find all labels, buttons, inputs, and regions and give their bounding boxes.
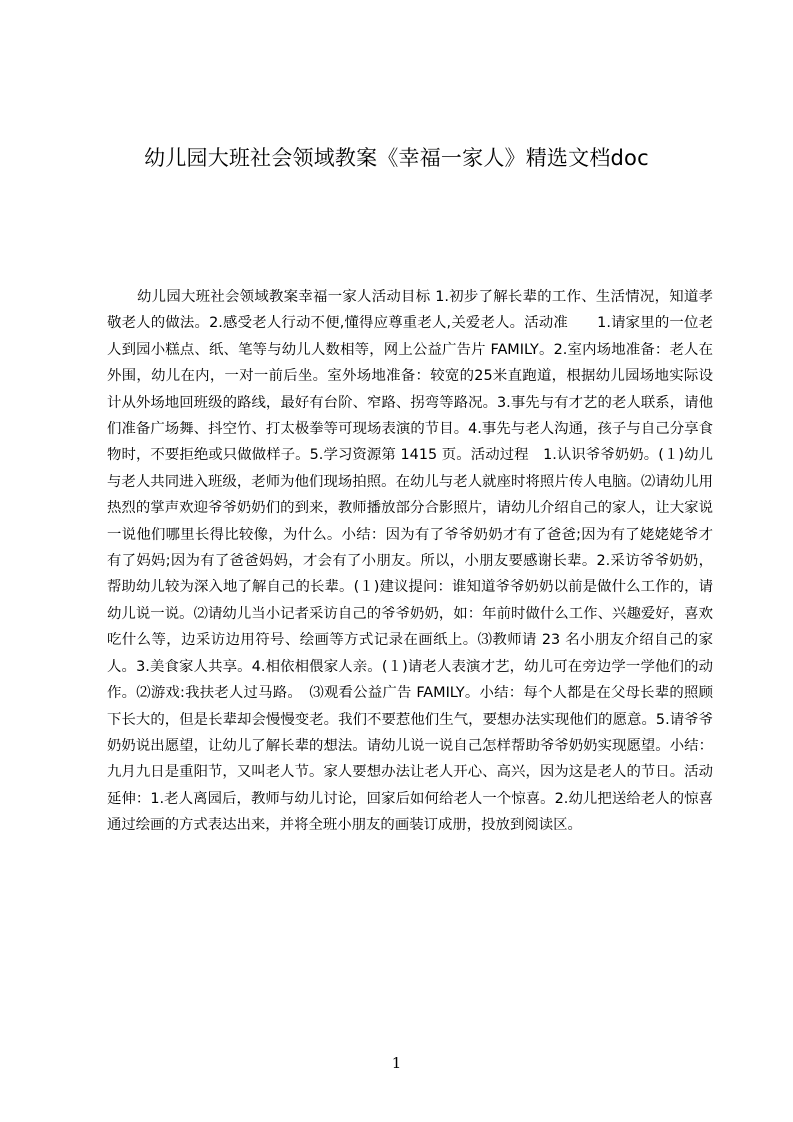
- document-title: 幼儿园大班社会领域教案《幸福一家人》精选文档doc: [144, 146, 649, 170]
- document-body-paragraph: 幼儿园大班社会领域教案幸福一家人活动目标 1.初步了解长辈的工作、生活情况，知道孝敬老人的做法。2.感受老人行动不便,懂得应尊重老人,关爱老人。活动准 1.请家里的一位老人到园小糕点、纸、笔等与幼儿人数相等，网上公益广告片 FAMILY。2.室内场地准备：老人在外围，幼儿在内，一对一前后坐。室外场地准备：较宽的25米直跑道，根据幼儿园场地实际设计从外场地回班级的路线，最好有台阶、窄路、拐弯等路况。3.事先与有才艺的老人联系，请他们准备广场舞、抖空竹、打太极拳等可现场表演的节目。4.事先与老人沟通，孩子与自己分享食物时，不要拒绝或只做做样子。5.学习资源第 1415 页。活动过程 1.认识爷爷奶奶。(１)幼儿与老人共同进入班级，老师为他们现场拍照。在幼儿与老人就座时将照片传人电脑。⑵请幼儿用热烈的掌声欢迎爷爷奶奶们的到来，教师播放部分合影照片，请幼儿介绍自己的家人，让大家说一说他们哪里长得比较像，为什么。小结：因为有了爷爷奶奶才有了爸爸;因为有了姥姥姥爷才有了妈妈;因为有了爸爸妈妈，才会有了小朋友。所以，小朋友要感谢长辈。2.采访爷爷奶奶，帮助幼儿较为深入地了解自己的长辈。(１)建议提问：谁知道爷爷奶奶以前是做什么工作的，请幼儿说一说。⑵请幼儿当小记者采访自己的爷爷奶奶，如：年前时做什么工作、兴趣爱好，喜欢吃什么等，边采访边用符号、绘画等方式记录在画纸上。⑶教师请 23 名小朋友介绍自己的家人。3.美食家人共享。4.相依相偎家人亲。(１)请老人表演才艺，幼儿可在旁边学一学他们的动作。⑵游戏:我扶老人过马路。 ⑶观看公益广告 FAMILY。小结：每个人都是在父母长辈的照顾下长大的，但是长辈却会慢慢变老。我们不要惹他们生气，要想办法实现他们的愿意。5.请爷爷奶奶说出愿望，让幼儿了解长辈的想法。请幼儿说一说自己怎样帮助爷爷奶奶实现愿望。小结：九月九日是重阳节，又叫老人节。家人要想办法让老人开心、高兴，因为这是老人的节日。活动延伸：1.老人离园后，教师与幼儿讨论，回家后如何给老人一个惊喜。2.幼儿把送给老人的惊喜通过绘画的方式表达出来，并将全班小朋友的画装订成册，投放到阅读区。: [107, 289, 713, 834]
- page-number: 1: [391, 1054, 402, 1072]
